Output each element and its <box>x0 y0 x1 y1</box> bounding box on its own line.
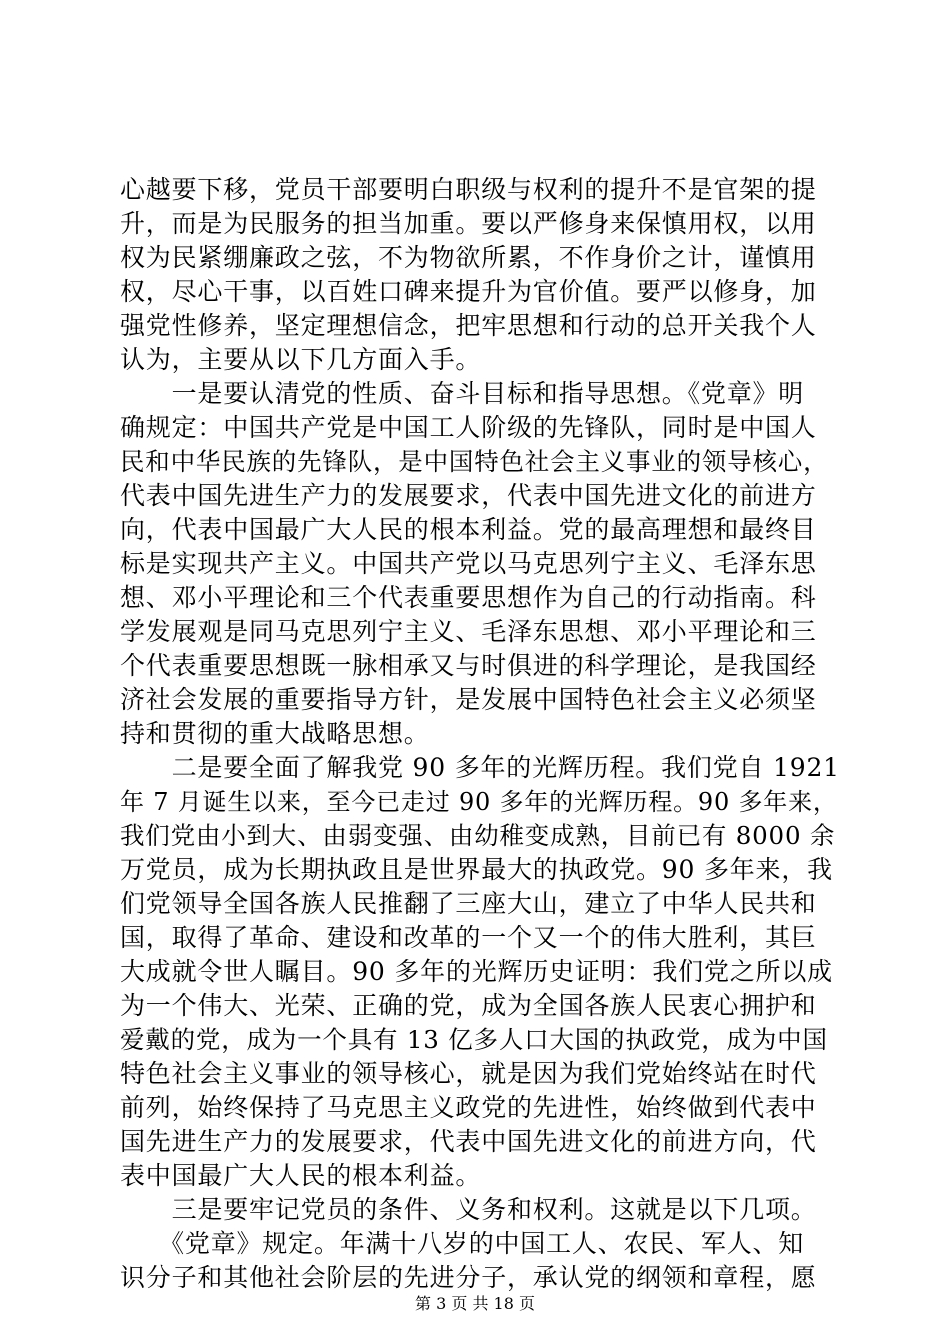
text-line: 权，尽心干事，以百姓口碑来提升为官价值。要严以修身，加 <box>120 277 817 306</box>
text-line: 三是要牢记党员的条件、义务和权利。这就是以下几项。 <box>120 1195 817 1224</box>
text-line: 标是实现共产主义。中国共产党以马克思列宁主义、毛泽东思 <box>120 549 817 578</box>
text-line: 为一个伟大、光荣、正确的党，成为全国各族人民衷心拥护和 <box>120 991 817 1020</box>
text-line: 万党员，成为长期执政且是世界最大的执政党。90 多年来，我 <box>120 855 833 884</box>
text-line: 济社会发展的重要指导方针，是发展中国特色社会主义必须坚 <box>120 685 817 714</box>
page-number-footer: 第 3 页 共 18 页 <box>415 1294 535 1313</box>
text-line: 特色社会主义事业的领导核心，就是因为我们党始终站在时代 <box>120 1059 817 1088</box>
text-line: 认为，主要从以下几方面入手。 <box>120 345 482 374</box>
text-line: 大成就令世人瞩目。90 多年的光辉历史证明：我们党之所以成 <box>120 957 833 986</box>
text-line: 学发展观是同马克思列宁主义、毛泽东思想、邓小平理论和三 <box>120 617 817 646</box>
text-line: 国先进生产力的发展要求，代表中国先进文化的前进方向，代 <box>120 1127 817 1156</box>
text-line: 一是要认清党的性质、奋斗目标和指导思想。《党章》明 <box>120 379 805 408</box>
text-line: 心越要下移，党员干部要明白职级与权利的提升不是官架的提 <box>120 175 817 204</box>
text-line: 爱戴的党，成为一个具有 13 亿多人口大国的执政党，成为中国 <box>120 1025 828 1054</box>
text-line: 民和中华民族的先锋队，是中国特色社会主义事业的领导核心， <box>120 447 829 476</box>
text-line: 年 7 月诞生以来，至今已走过 90 多年的光辉历程。90 多年来， <box>120 788 838 816</box>
text-line: 权为民紧绷廉政之弦，不为物欲所累，不作身价之计，谨慎用 <box>120 243 817 272</box>
text-line: 二是要全面了解我党 90 多年的光辉历程。我们党自 1921 <box>120 753 840 782</box>
text-line: 代表中国先进生产力的发展要求，代表中国先进文化的前进方 <box>120 481 817 510</box>
text-line: 持和贯彻的重大战略思想。 <box>120 719 430 748</box>
text-line: 升，而是为民服务的担当加重。要以严修身来保慎用权，以用 <box>120 209 817 238</box>
text-line: 我们党由小到大、由弱变强、由幼稚变成熟，目前已有 8000 余 <box>120 821 836 850</box>
text-line: 强党性修养，坚定理想信念，把牢思想和行动的总开关我个人 <box>120 311 817 340</box>
text-line: 前列，始终保持了马克思主义政党的先进性，始终做到代表中 <box>120 1093 817 1122</box>
text-line: 确规定：中国共产党是中国工人阶级的先锋队，同时是中国人 <box>120 413 817 442</box>
text-line: 《党章》规定。年满十八岁的中国工人、农民、军人、知 <box>120 1229 805 1258</box>
text-line: 国，取得了革命、建设和改革的一个又一个的伟大胜利，其巨 <box>120 923 817 952</box>
text-line: 个代表重要思想既一脉相承又与时俱进的科学理论，是我国经 <box>120 651 817 680</box>
text-line: 想、邓小平理论和三个代表重要思想作为自己的行动指南。科 <box>120 583 817 612</box>
text-line: 表中国最广大人民的根本利益。 <box>120 1161 482 1190</box>
text-line: 向，代表中国最广大人民的根本利益。党的最高理想和最终目 <box>120 515 817 544</box>
text-line: 识分子和其他社会阶层的先进分子，承认党的纲领和章程，愿 <box>120 1263 817 1292</box>
text-line: 们党领导全国各族人民推翻了三座大山，建立了中华人民共和 <box>120 889 817 918</box>
